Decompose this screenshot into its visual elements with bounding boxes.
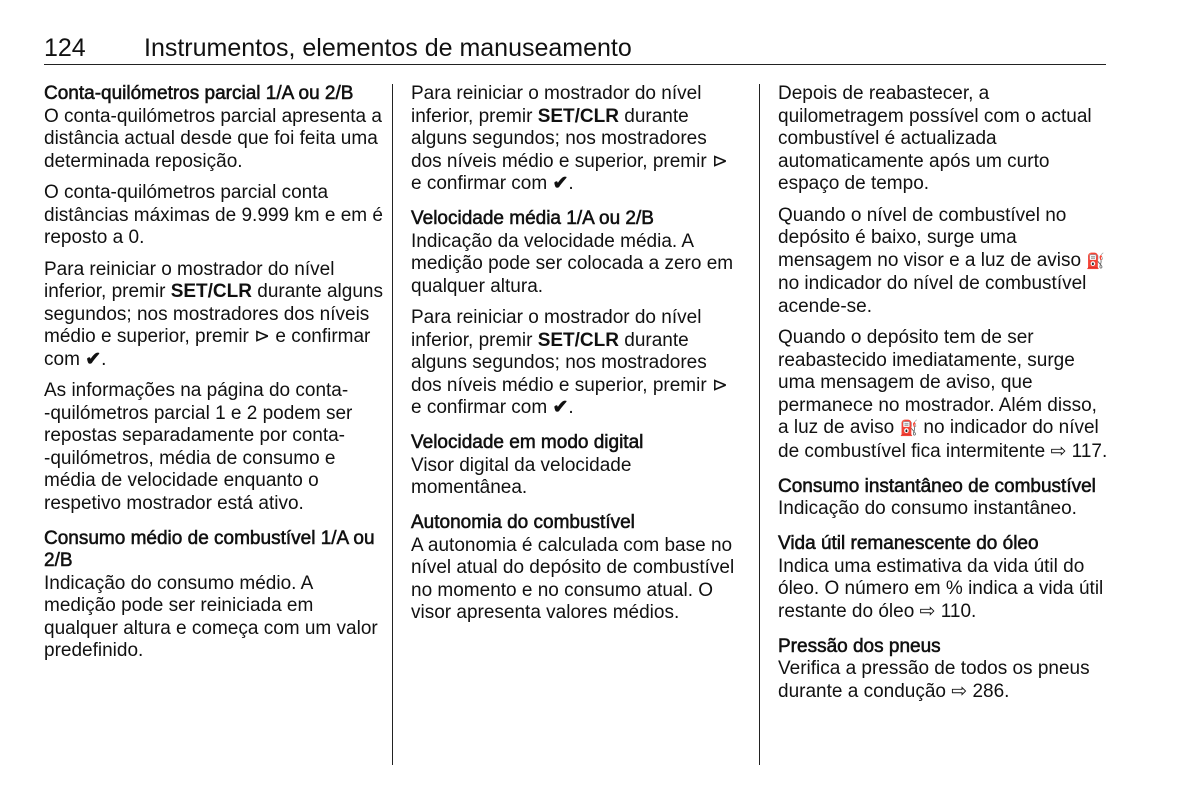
- paragraph: Visor digital da velocidade momentânea.: [411, 454, 632, 498]
- page-number: 124: [44, 34, 86, 62]
- page-reference: 117.: [1066, 440, 1108, 462]
- text: no indicador do nível de combustível fica intermitente: [778, 417, 1099, 462]
- paragraph: [778, 205, 1108, 319]
- page-header: [44, 34, 1106, 65]
- section-oil-life: [778, 533, 1108, 623]
- paragraph: O conta-quilómetros parcial conta distâncias máximas de 9.999 km e em é reposto a 0.: [44, 182, 383, 248]
- paragraph: [778, 556, 1108, 624]
- section-tire-pressure: [778, 636, 1108, 704]
- set-clr-button-label: SET/CLR: [537, 329, 619, 351]
- paragraph: [44, 380, 384, 515]
- section-heading: Pressão dos pneus: [778, 635, 941, 657]
- text: Para reiniciar o mostrador do nível inferior, premir: [411, 307, 702, 351]
- text: .: [568, 173, 574, 194]
- play-arrow-icon: ⊳: [711, 150, 728, 172]
- text: durante alguns segundos; nos mostradores dos níveis médio e superior, premir: [44, 281, 383, 347]
- section-heading: Autonomia do combustível: [411, 512, 635, 533]
- text: e confirmar com: [411, 397, 553, 418]
- text: .: [568, 397, 574, 418]
- paragraph: O conta-quilómetros parcial apresenta a distância actual desde que foi feita uma determinada reposição.: [44, 105, 382, 172]
- column-left: [44, 83, 384, 675]
- set-clr-button-label: SET/CLR: [170, 281, 252, 302]
- text: durante alguns segundos; nos mostradores dos níveis médio e superior, premir: [411, 105, 712, 172]
- section-digital-speed: [411, 432, 741, 500]
- checkmark-icon: ✔: [552, 397, 569, 418]
- paragraph: Indicação do consumo instantâneo.: [778, 498, 1077, 519]
- play-arrow-icon: ⊳: [711, 374, 728, 396]
- column-divider: [392, 84, 393, 765]
- text: Quando o depósito tem de ser reabastecido imediatamente, surge uma mensagem de aviso, que permanece no mostrador. Além disso, a luz de aviso: [778, 327, 1097, 438]
- section-heading: Vida útil remanescente do óleo: [778, 533, 1039, 554]
- set-clr-button-label: SET/CLR: [537, 105, 619, 127]
- section-heading: Velocidade média 1/A ou 2/B: [411, 208, 654, 229]
- column-middle: [411, 83, 741, 637]
- paragraph: [778, 327, 1108, 463]
- text: e confirmar com: [411, 173, 553, 194]
- column-right: [778, 83, 1108, 716]
- paragraph: Indicação do consumo médio. A medição pode ser reiniciada em qualquer altura e começa com um valor predefinido.: [44, 572, 378, 661]
- text-line: respetivo mostrador está ativo.: [44, 492, 304, 514]
- section-heading: Consumo médio de combustível 1/A ou 2/B: [44, 527, 375, 571]
- text-line: -quilómetros parcial 1 e 2 podem ser: [44, 402, 353, 424]
- text-line: As informações na página do conta-: [44, 380, 349, 401]
- text: Verifica a pressão de todos os pneus durante a condução: [778, 658, 1090, 702]
- column-divider: [759, 84, 760, 765]
- page-reference-arrow-icon: ⇨: [1050, 440, 1067, 462]
- text-line: média de velocidade enquanto o: [44, 470, 319, 491]
- page-title: Instrumentos, elementos de manuseamento: [144, 34, 632, 62]
- fuel-warning-icon: ⛽: [1086, 252, 1106, 270]
- section-trip-odometer: [44, 83, 384, 515]
- text: durante alguns segundos; nos mostradores dos níveis médio e superior, premir: [411, 329, 712, 396]
- section-refuel-info: [778, 83, 1108, 463]
- text-line: -quilómetros, média de consumo e: [44, 447, 336, 469]
- section-heading: Conta-quilómetros parcial 1/A ou 2/B: [44, 83, 354, 104]
- paragraph: Depois de reabastecer, a quilometragem possível com o actual combustível é actualizada automaticamente após um curto espaço de tempo.: [778, 83, 1092, 194]
- text: Quando o nível de combustível no depósito é baixo, surge uma mensagem no visor e a luz de aviso: [778, 204, 1087, 271]
- section-fuel-range: [411, 512, 741, 625]
- page-reference-arrow-icon: ⇨: [951, 680, 968, 702]
- text: Para reiniciar o mostrador do nível inferior, premir: [411, 83, 702, 127]
- page-reference: 286.: [967, 680, 1010, 702]
- fuel-warning-icon: ⛽: [899, 420, 919, 437]
- section-average-speed: [411, 208, 741, 420]
- paragraph: Indicação da velocidade média. A medição pode ser colocada a zero em qualquer altura.: [411, 230, 734, 297]
- paragraph: [411, 83, 741, 196]
- page-reference-arrow-icon: ⇨: [919, 600, 936, 622]
- text: no indicador do nível de combustível acende-se.: [778, 273, 1087, 317]
- paragraph: [778, 658, 1108, 703]
- section-instant-consumption: [778, 476, 1108, 521]
- section-average-consumption: [44, 528, 384, 663]
- checkmark-icon: ✔: [552, 173, 569, 194]
- section-heading: Velocidade em modo digital: [411, 432, 644, 453]
- paragraph: [411, 307, 741, 420]
- text: Para reiniciar o mostrador do nível inferior, premir: [44, 258, 335, 302]
- text: e confirmar com: [44, 326, 371, 370]
- page-reference: 110.: [935, 600, 977, 622]
- paragraph: A autonomia é calculada com base no nível atual do depósito de combustível no momento e no consumo atual. O visor apresenta valores médios.: [411, 534, 735, 623]
- checkmark-icon: ✔: [85, 348, 102, 370]
- section-heading: Consumo instantâneo de combustível: [778, 475, 1096, 497]
- text: .: [101, 348, 107, 370]
- paragraph: [44, 259, 384, 372]
- text: Indica uma estimativa da vida útil do óleo. O número em % indica a vida útil restante do óleo: [778, 555, 1104, 622]
- section-reset-continued: [411, 83, 741, 196]
- text-line: repostas separadamente por conta-: [44, 425, 346, 446]
- play-arrow-icon: ⊳: [254, 326, 271, 347]
